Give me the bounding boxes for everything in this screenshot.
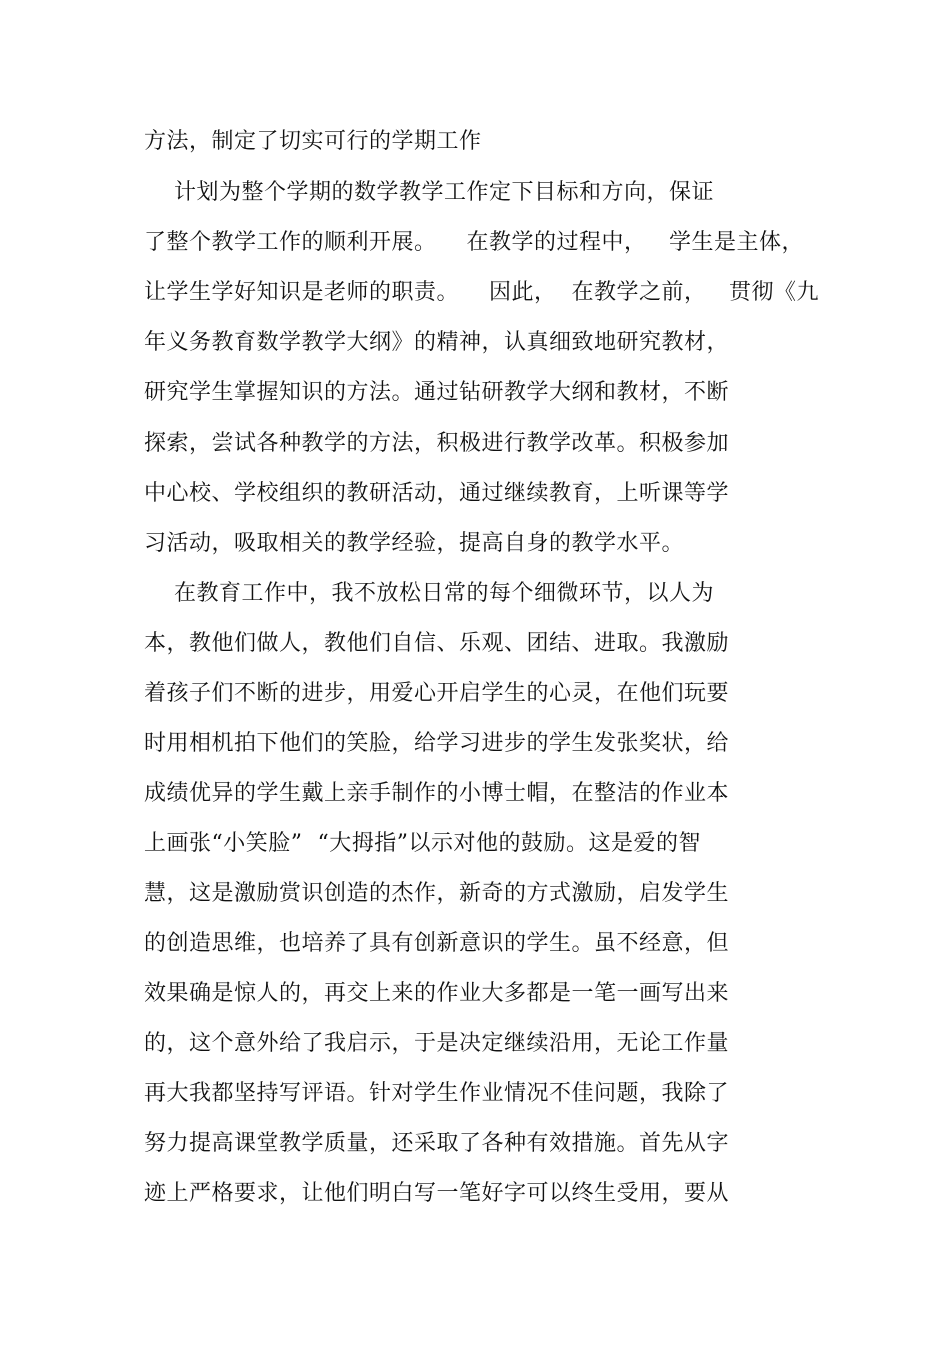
text-line: 着孩子们不断的进步，用爱心开启学生的心灵，在他们玩要 <box>144 681 730 706</box>
text-line: 的创造思维，也培养了具有创新意识的学生。虽不经意，但 <box>144 931 730 956</box>
text-line: 慧，这是激励赏识创造的杰作，新奇的方式激励，启发学生 <box>144 881 730 906</box>
text-line: 让学生学好知识是老师的职责。 因此， 在教学之前， 贯彻《九 <box>144 280 819 305</box>
text-line: 的，这个意外给了我启示，于是决定继续沿用，无论工作量 <box>144 1031 730 1056</box>
text-line: 年义务教育数学教学大纲》的精神，认真细致地研究教材， <box>144 330 730 355</box>
text-line: 时用相机拍下他们的笑脸，给学习进步的学生发张奖状，给 <box>144 731 730 756</box>
text-line: 在教育工作中，我不放松日常的每个细微环节，以人为 <box>144 581 714 606</box>
text-line: 了整个教学工作的顺利开展。 在教学的过程中， 学生是主体， <box>144 230 804 255</box>
text-line: 研究学生掌握知识的方法。通过钻研教学大纲和教材，不断 <box>144 380 730 405</box>
text-line: 成绩优异的学生戴上亲手制作的小博士帽，在整洁的作业本 <box>144 781 730 806</box>
text-line: 方法，制定了切实可行的学期工作 <box>144 129 482 154</box>
text-line: 努力提高课堂教学质量，还采取了各种有效措施。首先从字 <box>144 1131 730 1156</box>
text-line: 计划为整个学期的数学教学工作定下目标和方向，保证 <box>144 180 714 205</box>
text-line: 再大我都坚持写评语。针对学生作业情况不佳问题，我除了 <box>144 1081 730 1106</box>
text-line: 效果确是惊人的，再交上来的作业大多都是一笔一画写出来 <box>144 981 730 1006</box>
text-line: 迹上严格要求，让他们明白写一笔好字可以终生受用，要从 <box>144 1181 730 1206</box>
text-line: 探索，尝试各种教学的方法，积极进行教学改革。积极参加 <box>144 431 730 456</box>
text-line: 习活动，吸取相关的教学经验，提高自身的教学水平。 <box>144 531 685 556</box>
text-line: 本，教他们做人，教他们自信、乐观、团结、进取。我激励 <box>144 631 730 656</box>
text-line: 中心校、学校组织的教研活动，通过继续教育，上听课等学 <box>144 481 730 506</box>
text-line: 上画张“小笑脸” “大拇指”以示对他的鼓励。这是爱的智 <box>144 831 701 856</box>
